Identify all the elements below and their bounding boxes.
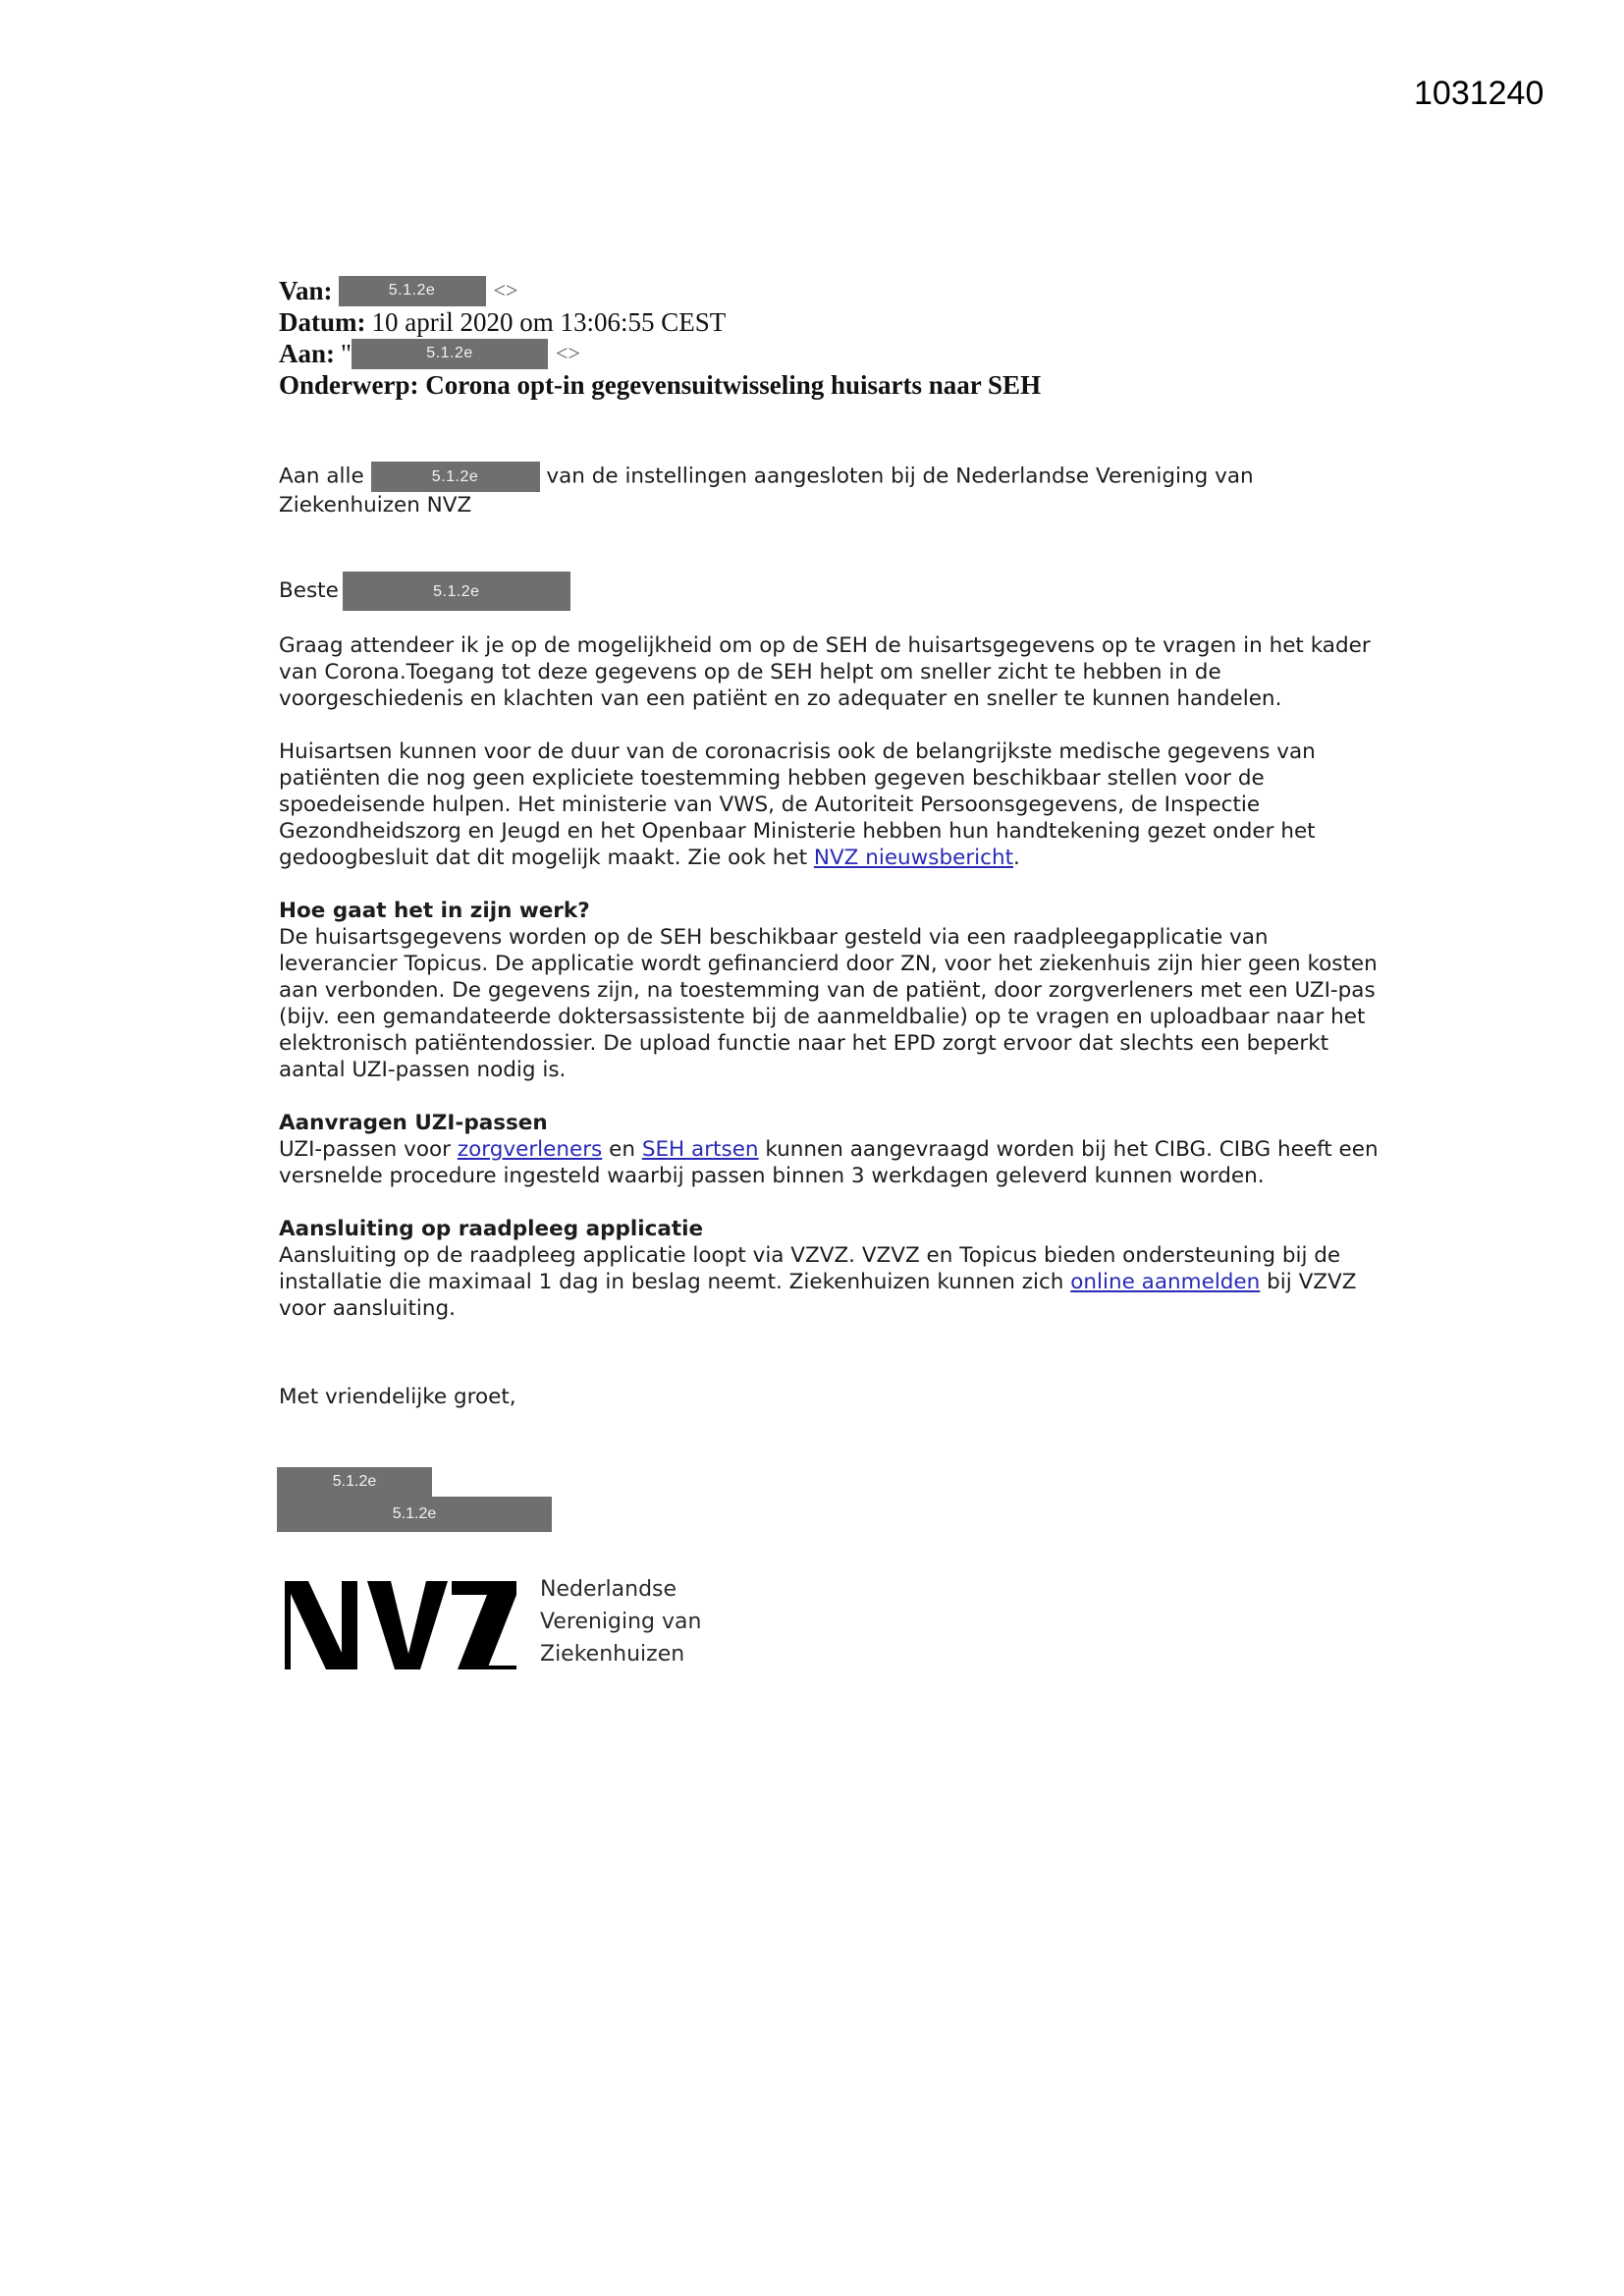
to-tail: <> <box>556 341 580 365</box>
email-header <box>279 275 1359 401</box>
closing: Met vriendelijke groet, <box>279 1385 516 1409</box>
online-aanmelden-link[interactable]: online aanmelden <box>1070 1270 1261 1294</box>
document-number: 1031240 <box>1414 75 1544 112</box>
to-label: Aan: <box>279 339 336 368</box>
zorgverleners-link[interactable]: zorgverleners <box>457 1137 603 1162</box>
subject-row <box>279 369 1359 401</box>
section-2-mid: en <box>609 1137 635 1162</box>
section-3-post: bij VZVZ voor aansluiting. <box>279 1270 1357 1321</box>
date-value: 10 april 2020 om 13:06:55 CEST <box>371 307 727 337</box>
paragraph-2 <box>279 738 1379 871</box>
section-1-text: De huisartsgegevens worden op de SEH beschikbaar gesteld via een raadpleegapplicatie van leverancier Topicus. De applicatie wordt gefinancierd door ZN, voor het ziekenhuis zijn hier geen kosten aan verbonden. De gegevens zijn, na toestemming van de patiënt, door zorgverleners met een UZI-pas (bijv. een gemandateerde doktersassistente bij de aanmeldbalie) op te vragen en uploadbaar naar het elektronisch patiëntendossier. De upload functie naar het EPD zorgt ervoor dat slechts een beperkt aantal UZI-passen nodig is. <box>279 925 1378 1082</box>
section-1-title: Hoe gaat het in zijn werk? <box>279 899 590 923</box>
paragraph-2-end: . <box>1013 846 1020 870</box>
section-3-text <box>279 1242 1379 1322</box>
addressee-prefix: Aan alle <box>279 464 364 489</box>
redaction-box: 5.1.2e <box>339 276 486 306</box>
greeting: Beste <box>279 578 339 603</box>
subject: Onderwerp: Corona opt-in gegevensuitwisseling huisarts naar SEH <box>279 370 1042 400</box>
from-row <box>279 275 1359 306</box>
redaction-box: 5.1.2e <box>371 462 540 492</box>
section-3-title: Aansluiting op raadpleeg applicatie <box>279 1217 704 1241</box>
date-label: Datum: <box>279 307 366 337</box>
redaction-box: 5.1.2e <box>352 339 548 369</box>
addressee-line <box>279 462 1379 492</box>
addressee-line-2: Ziekenhuizen NVZ <box>279 493 472 518</box>
section-2-text <box>279 1136 1379 1189</box>
signature-redaction-title: 5.1.2e <box>277 1497 552 1532</box>
redaction-box: 5.1.2e <box>343 572 570 611</box>
logo-line-3: Ziekenhuizen <box>540 1642 685 1667</box>
nvz-logo-text <box>540 1573 701 1670</box>
nvz-news-link[interactable]: NVZ nieuwsbericht <box>813 846 1014 870</box>
from-tail: <> <box>493 278 518 302</box>
greeting-line <box>279 572 1379 611</box>
seh-artsen-link[interactable]: SEH artsen <box>641 1137 759 1162</box>
signature-redaction-name: 5.1.2e <box>277 1467 432 1497</box>
from-label: Van: <box>279 276 333 305</box>
paragraph-1: Graag attendeer ik je op de mogelijkheid om op de SEH de huisartsgegevens op te vragen in het kader van Corona.Toegang tot deze gegevens op de SEH helpt om sneller zicht te hebben in de voorgeschiedenis en klachten van een patiënt en zo adequater en sneller te kunnen handelen. <box>279 633 1371 711</box>
to-row <box>279 338 1359 369</box>
to-quote: " <box>341 339 352 368</box>
nvz-logo <box>285 1577 702 1671</box>
addressee-suffix: van de instellingen aangesloten bij de Nederlandse Vereniging van <box>546 464 1254 489</box>
logo-line-2: Vereniging van <box>540 1610 702 1634</box>
email-body <box>279 462 1379 1410</box>
section-2-pre: UZI-passen voor <box>279 1137 451 1162</box>
logo-line-1: Nederlandse <box>540 1577 677 1602</box>
section-2-post: kunnen aangevraagd worden bij het CIBG. CIBG heeft een versnelde procedure ingesteld waarbij passen binnen 3 werkdagen geleverd kunnen worden. <box>279 1137 1379 1188</box>
section-3-pre: Aansluiting op de raadpleeg applicatie loopt via VZVZ. VZVZ en Topicus bieden ondersteuning bij de installatie die maximaal 1 dag in beslag neemt. Ziekenhuizen kunnen zich <box>279 1243 1341 1294</box>
paragraph-2-text: Huisartsen kunnen voor de duur van de coronacrisis ook de belangrijkste medische gegevens van patiënten die nog geen expliciete toestemming hebben gegeven beschikbaar stellen voor de spoedeisende hulpen. Het ministerie van VWS, de Autoriteit Persoonsgegevens, de Inspectie Gezondheidszorg en Jeugd en het Openbaar Ministerie hebben hun handtekening gezet onder het gedoogbesluit dat dit mogelijk maakt. Zie ook het <box>279 739 1316 870</box>
section-2-title: Aanvragen UZI-passen <box>279 1111 548 1135</box>
date-row <box>279 306 1359 338</box>
nvz-logo-mark <box>285 1581 516 1671</box>
